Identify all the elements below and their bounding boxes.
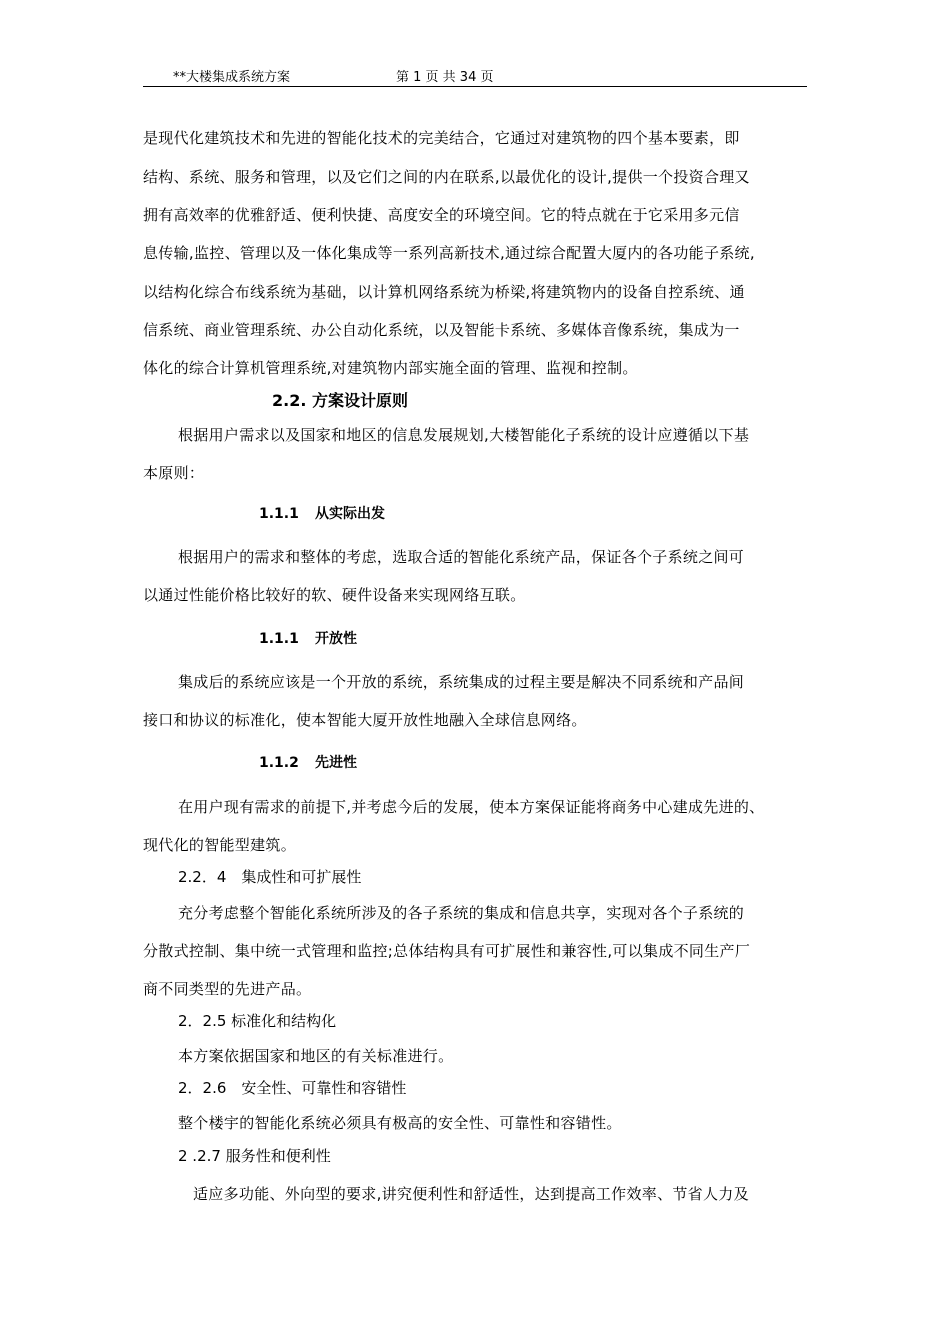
intro-line: 体化的综合计算机管理系统,对建筑物内部实施全面的管理、监视和控制。 xyxy=(143,359,638,377)
paragraph-line: 现代化的智能型建筑。 xyxy=(143,836,297,854)
paragraph-line: 商不同类型的先进产品。 xyxy=(143,980,312,998)
paragraph-line: 根据用户需求以及国家和地区的信息发展规划,大楼智能化子系统的设计应遵循以下基 xyxy=(178,426,750,444)
subsection-heading: 2．2.5 标准化和结构化 xyxy=(178,1012,337,1030)
intro-line: 信系统、商业管理系统、办公自动化系统，以及智能卡系统、多媒体音像系统，集成为一 xyxy=(143,321,740,339)
paragraph-line: 整个楼宇的智能化系统必须具有极高的安全性、可靠性和容错性。 xyxy=(178,1114,622,1132)
paragraph-line: 在用户现有需求的前提下,并考虑今后的发展，使本方案保证能将商务中心建成先进的、 xyxy=(178,798,765,816)
intro-line: 是现代化建筑技术和先进的智能化技术的完美结合，它通过对建筑物的四个基本要素，即 xyxy=(143,129,740,147)
section-heading-2-2: 2.2. 方案设计原则 xyxy=(272,391,408,410)
paragraph-line: 集成后的系统应该是一个开放的系统，系统集成的过程主要是解决不同系统和产品间 xyxy=(178,673,745,691)
paragraph-line: 本原则： xyxy=(143,464,205,482)
page-number: 第 1 页 共 34 页 xyxy=(396,70,494,85)
subsection-title: 开放性 xyxy=(315,631,357,647)
subsection-heading: 2 .2.7 服务性和便利性 xyxy=(178,1147,331,1165)
subsection-heading xyxy=(259,752,357,772)
subsection-number: 1.1.2 xyxy=(259,755,299,771)
intro-line: 息传输,监控、管理以及一体化集成等一系列高新技术,通过综合配置大厦内的各功能子系统, xyxy=(143,244,755,262)
page-header xyxy=(143,66,807,87)
subsection-heading: 2．2.6 安全性、可靠性和容错性 xyxy=(178,1079,407,1097)
subsection-heading xyxy=(259,503,385,523)
subsection-heading xyxy=(259,628,357,648)
paragraph-line: 分散式控制、集中统一式管理和监控;总体结构具有可扩展性和兼容性,可以集成不同生产厂 xyxy=(143,942,751,960)
paragraph-line: 以通过性能价格比较好的软、硬件设备来实现网络互联。 xyxy=(143,586,526,604)
paragraph-line: 充分考虑整个智能化系统所涉及的各子系统的集成和信息共享，实现对各个子系统的 xyxy=(178,904,745,922)
intro-line: 拥有高效率的优雅舒适、便利快捷、高度安全的环境空间。它的特点就在于它采用多元信 xyxy=(143,206,740,224)
paragraph-line: 根据用户的需求和整体的考虑，选取合适的智能化系统产品，保证各个子系统之间可 xyxy=(178,548,745,566)
subsection-number: 1.1.1 xyxy=(259,506,299,522)
subsection-title: 从实际出发 xyxy=(315,506,385,522)
intro-line: 结构、系统、服务和管理，以及它们之间的内在联系,以最优化的设计,提供一个投资合理又 xyxy=(143,168,750,186)
subsection-title: 先进性 xyxy=(315,755,357,771)
paragraph-line: 接口和协议的标准化，使本智能大厦开放性地融入全球信息网络。 xyxy=(143,711,587,729)
paragraph-line: 本方案依据国家和地区的有关标准进行。 xyxy=(178,1047,454,1065)
subsection-heading: 2.2．4 集成性和可扩展性 xyxy=(178,868,362,886)
paragraph-line: 适应多功能、外向型的要求,讲究便利性和舒适性，达到提高工作效率、节省人力及 xyxy=(193,1185,749,1203)
document-title: **大楼集成系统方案 xyxy=(173,70,291,85)
subsection-number: 1.1.1 xyxy=(259,631,299,647)
intro-line: 以结构化综合布线系统为基础，以计算机网络系统为桥梁,将建筑物内的设备自控系统、通 xyxy=(143,283,745,301)
